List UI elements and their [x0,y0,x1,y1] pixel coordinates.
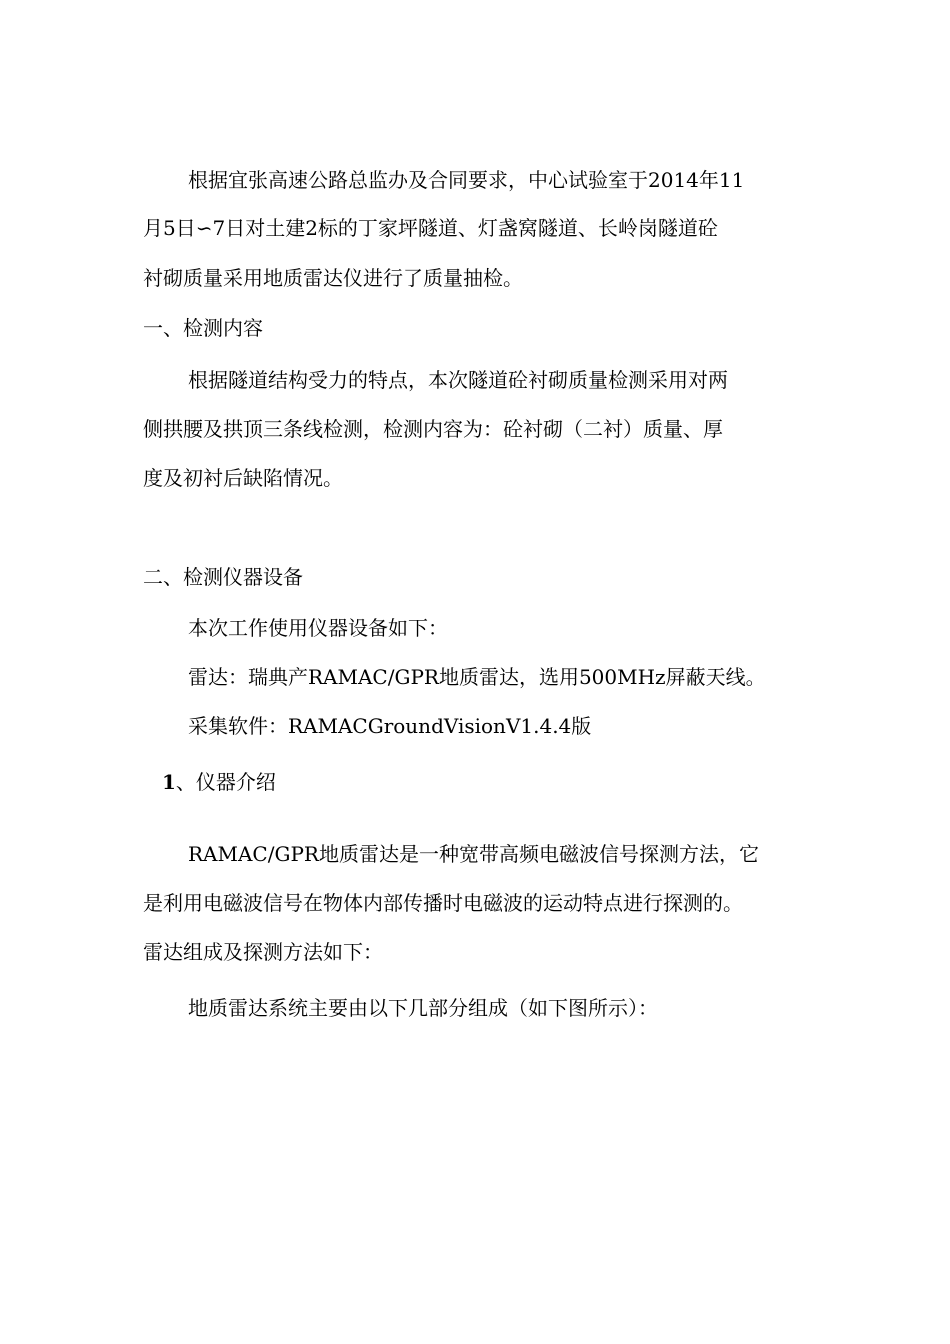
subsection-title: 、仪器介绍 [175,770,276,794]
subsection-number: 1 [162,770,176,794]
equipment-intro-line: 本次工作使用仪器设备如下： [188,616,448,640]
intro-line-2: 月5日∽7日对土建2标的丁家坪隧道、灯盏窝隧道、长岭岗隧道砼 [143,216,718,240]
section-heading-equipment: 二、检测仪器设备 [143,565,303,589]
section1-line-2: 侧拱腰及拱顶三条线检测，检测内容为：砼衬砌（二衬）质量、厚 [143,417,723,441]
subsection-heading-instrument-intro [162,768,276,796]
intro-line-3: 衬砌质量采用地质雷达仪进行了质量抽检。 [143,266,523,290]
system-components-line: 地质雷达系统主要由以下几部分组成（如下图所示）： [188,996,658,1020]
instrument-line-3: 雷达组成及探测方法如下： [143,940,383,964]
equipment-radar-line: 雷达：瑞典产RAMAC/GPR地质雷达，选用500MHz屏蔽天线。 [188,665,766,689]
intro-line-1: 根据宜张高速公路总监办及合同要求，中心试验室于2014年11 [188,168,745,192]
section1-line-1: 根据隧道结构受力的特点，本次隧道砼衬砌质量检测采用对两 [188,368,728,392]
equipment-software-line: 采集软件：RAMACGroundVisionV1.4.4版 [188,714,592,738]
instrument-line-1: RAMAC/GPR地质雷达是一种宽带高频电磁波信号探测方法，它 [188,842,759,866]
section1-line-3: 度及初衬后缺陷情况。 [143,466,343,490]
instrument-line-2: 是利用电磁波信号在物体内部传播时电磁波的运动特点进行探测的。 [143,891,743,915]
section-heading-detection-content: 一、检测内容 [143,316,263,340]
